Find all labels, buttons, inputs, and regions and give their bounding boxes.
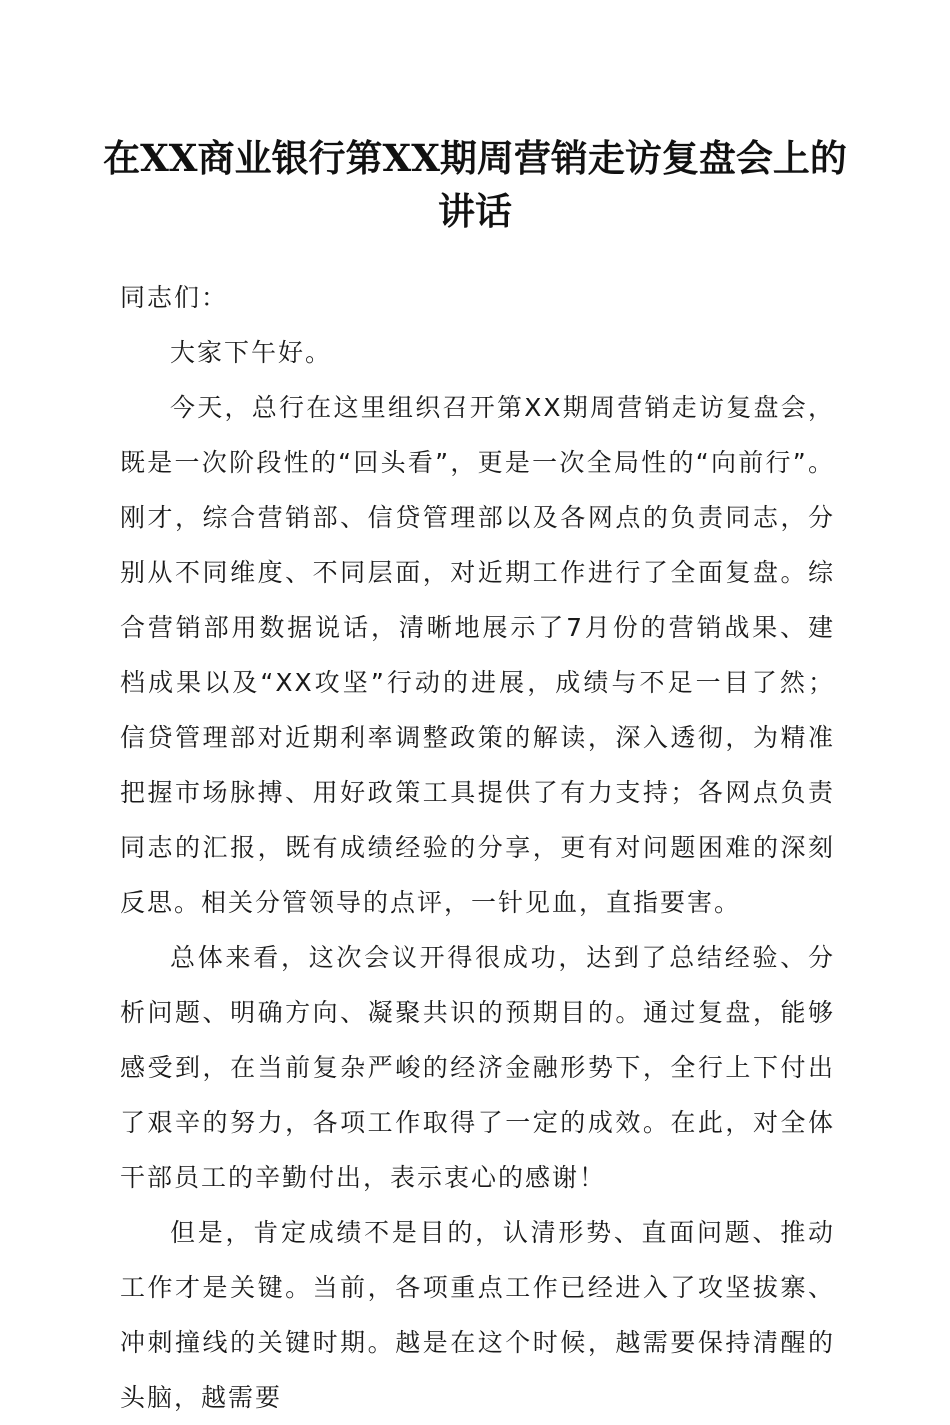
paragraph-meeting-review: 今天，总行在这里组织召开第XX期周营销走访复盘会，既是一次阶段性的“回头看”，更是一次全局性的“向前行”。刚才，综合营销部、信贷管理部以及各网点的负责同志，分别从不同维度、不同层面，对近期工作进行了全面复盘。综合营销部用数据说话，清晰地展示了7月份的营销战果、建档成果以及“XX攻坚”行动的进展，成绩与不足一目了然；信贷管理部对近期利率调整政策的解读，深入透彻，为精准把握市场脉搏、用好政策工具提供了有力支持；各网点负责同志的汇报，既有成绩经验的分享，更有对问题困难的深刻反思。相关分管领导的点评，一针见血，直指要害。 bbox=[120, 393, 835, 917]
paragraph-overall-assessment: 总体来看，这次会议开得很成功，达到了总结经验、分析问题、明确方向、凝聚共识的预期目的。通过复盘，能够感受到，在当前复杂严峻的经济金融形势下，全行上下付出了艰辛的努力，各项工作取得了一定的成效。在此，对全体干部员工的辛勤付出，表示衷心的感谢！ bbox=[120, 943, 835, 1192]
document-body bbox=[120, 270, 835, 1425]
paragraph-greeting: 大家下午好。 bbox=[170, 338, 333, 367]
document-title: 在XX商业银行第XX期周营销走访复盘会上的讲话 bbox=[103, 136, 847, 233]
salutation: 同志们： bbox=[120, 283, 229, 312]
paragraph-next-steps: 但是，肯定成绩不是目的，认清形势、直面问题、推动工作才是关键。当前，各项重点工作已经进入了攻坚拔寨、冲刺撞线的关键时期。越是在这个时候，越需要保持清醒的头脑，越需要 bbox=[120, 1218, 835, 1412]
